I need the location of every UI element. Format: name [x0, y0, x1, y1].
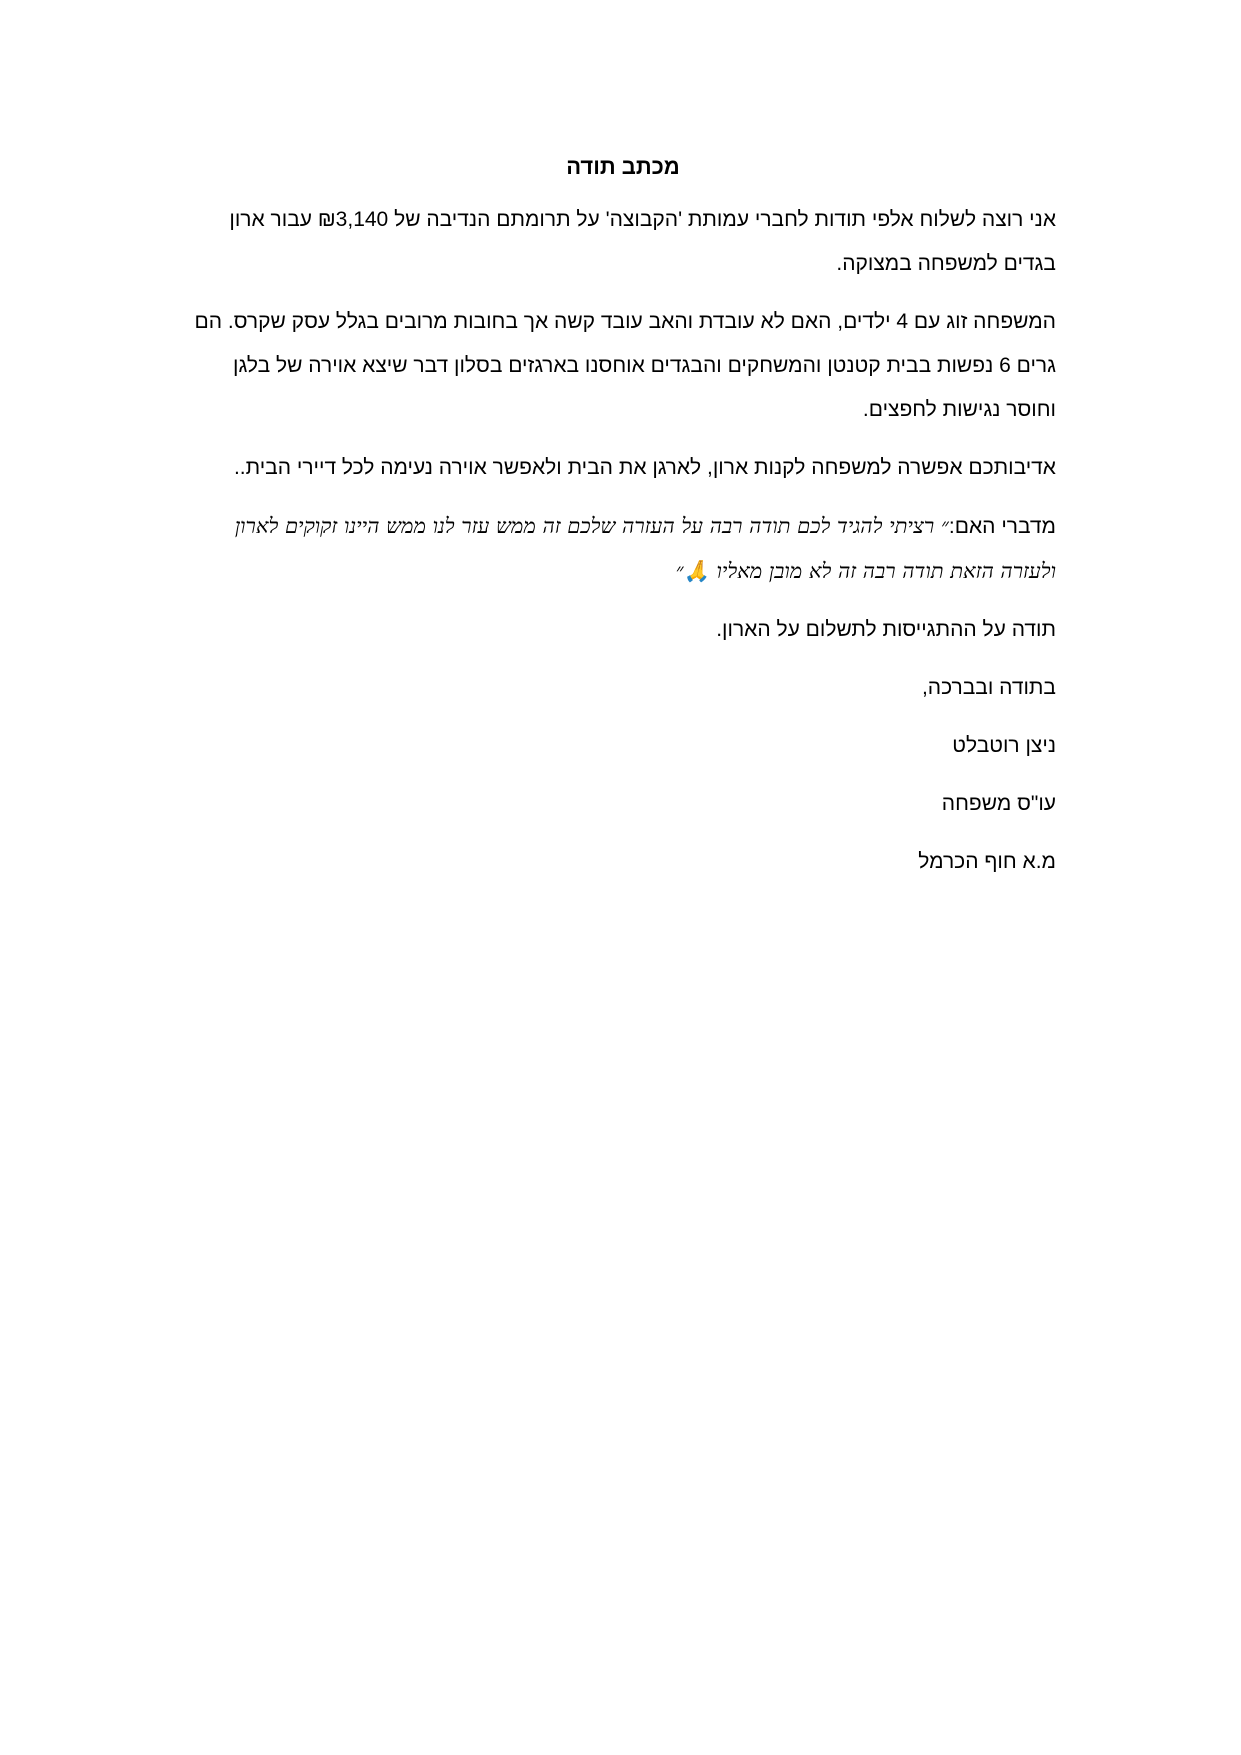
signature-role: עו"ס משפחה — [941, 792, 1056, 815]
paragraph-donation-thanks: אני רוצה לשלוח אלפי תודות לחברי עמותת 'הקבוצה' על תרומתם הנדיבה של ₪3,140 עבור ארון בגדים למשפחה במצוקה. — [229, 208, 1056, 275]
paragraph-final-thanks: תודה על ההתגייסות לתשלום על הארון. — [716, 618, 1056, 641]
signature-name: ניצן רוטבלט — [952, 734, 1056, 757]
signature-organization: מ.א חוף הכרמל — [918, 850, 1056, 873]
paragraph-impact: אדיבותכם אפשרה למשפחה לקנות ארון, לארגן את הבית ולאפשר אוירה נעימה לכל דיירי הבית.. — [233, 456, 1056, 479]
paragraph-mother-quote — [190, 504, 1056, 594]
paragraph-family-situation: המשפחה זוג עם 4 ילדים, האם לא עובדת והאב עובד קשה אך בחובות מרובים בגלל עסק שקרס. הם גרים 6 נפשות בבית קטנטן והמשחקים והבגדים אוחסנו בארגזים בסלון דבר שיצא אוירה של בלגן וחוסר נגישות לחפצים. — [194, 310, 1056, 421]
letter-title: מכתב תודה — [566, 154, 680, 179]
closing-line: בתודה ובברכה, — [921, 676, 1056, 699]
letter-body — [190, 150, 1056, 898]
quote-intro: מדברי האם: — [948, 515, 1056, 538]
quote-text: ״ רציתי להגיד לכם תודה רבה על העזרה שלכם זה ממש עזר לנו ממש היינו זקוקים לארון ולעזרה הזאת תודה רבה זה לא מובן מאליו 🙏״ — [234, 514, 1056, 583]
